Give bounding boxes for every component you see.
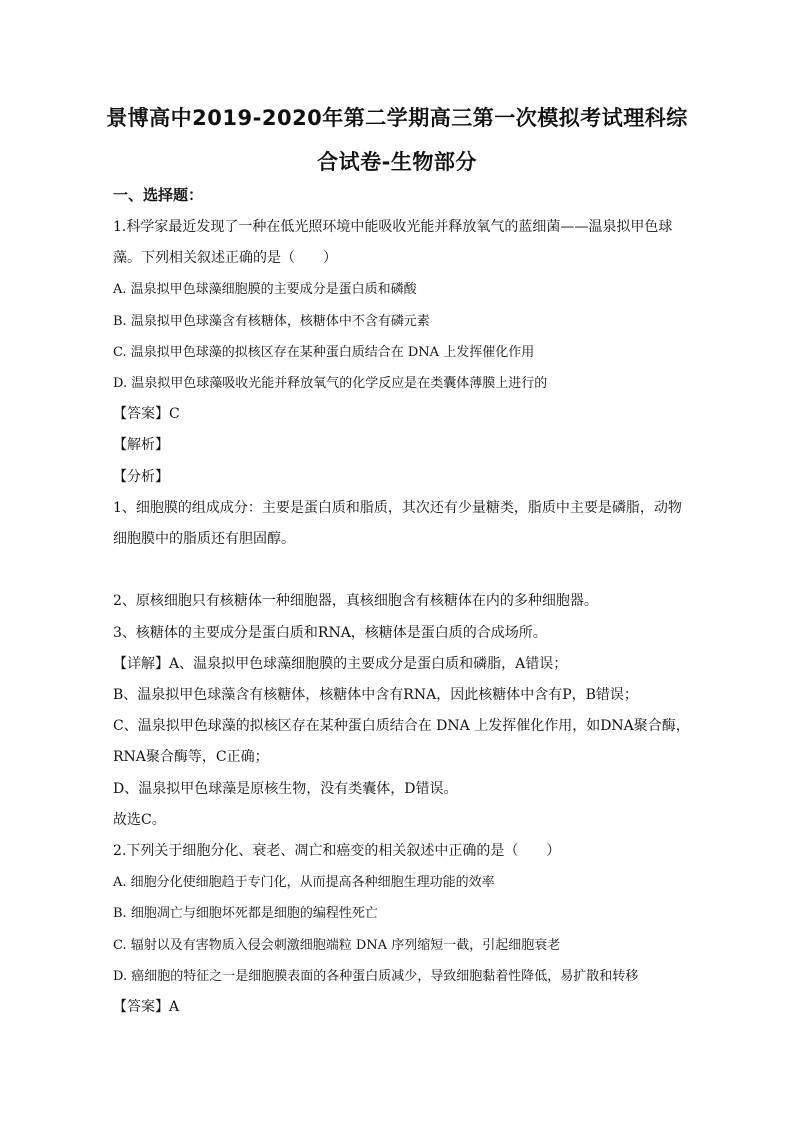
q1-fenxi-label: 【分析】: [113, 468, 169, 485]
q2-option-a: A. 细胞分化使细胞趋于专门化，从而提高各种细胞生理功能的效率: [113, 875, 495, 891]
q1-fenxi-3: 3、核糖体的主要成分是蛋白质和RNA，核糖体是蛋白质的合成场所。: [113, 624, 547, 641]
q1-detail-a: 【详解】A、温泉拟甲色球藻细胞膜的主要成分是蛋白质和磷脂，A错误；: [113, 655, 568, 672]
question-2: [113, 836, 685, 1023]
q2-option-c: C. 辐射以及有害物质入侵会刺激细胞端粒 DNA 序列缩短一截，引起细胞衰老: [113, 937, 561, 953]
q1-conclusion: 故选C。: [113, 811, 166, 828]
q1-detail-d: D、温泉拟甲色球藻是原核生物，没有类囊体，D错误。: [113, 780, 458, 797]
question-1: [113, 212, 690, 836]
q1-answer: 【答案】C: [113, 406, 180, 423]
q1-analysis-label: 【解析】: [113, 437, 169, 454]
q1-stem-line1: 1.科学家最近发现了一种在低光照环境中能吸收光能并释放氧气的蓝细菌——温泉拟甲色球: [113, 219, 673, 235]
q1-fenxi-1a: 1、细胞膜的组成成分：主要是蛋白质和脂质，其次还有少量糖类，脂质中主要是磷脂，动物: [113, 499, 682, 516]
q1-detail-c1: C、温泉拟甲色球藻的拟核区存在某种蛋白质结合在 DNA 上发挥催化作用，如DNA聚合酶，: [113, 718, 690, 735]
q2-stem: 2.下列关于细胞分化、衰老、凋亡和癌变的相关叙述中正确的是（ ）: [113, 843, 561, 859]
q2-option-d: D. 癌细胞的特征之一是细胞膜表面的各种蛋白质减少，导致细胞黏着性降低，易扩散和转移: [113, 968, 639, 984]
q1-option-b: B. 温泉拟甲色球藻含有核糖体，核糖体中不含有磷元素: [113, 313, 430, 329]
q1-option-c: C. 温泉拟甲色球藻的拟核区存在某种蛋白质结合在 DNA 上发挥催化作用: [113, 344, 535, 360]
document-title-line1: 景博高中2019-2020年第二学期高三第一次模拟考试理科综: [106, 106, 688, 130]
q1-detail-b: B、温泉拟甲色球藻含有核糖体，核糖体中含有RNA，因此核糖体中含有P，B错误；: [113, 687, 638, 704]
document-title-line2: 合试卷-生物部分: [317, 150, 477, 174]
q2-option-b: B. 细胞凋亡与细胞坏死都是细胞的编程性死亡: [113, 906, 378, 922]
q1-option-a: A. 温泉拟甲色球藻细胞膜的主要成分是蛋白质和磷酸: [113, 282, 417, 298]
q1-detail-c2: RNA聚合酶等，C正确；: [113, 749, 269, 766]
q1-fenxi-1b: 细胞膜中的脂质还有胆固醇。: [113, 531, 295, 548]
blank-line: [113, 555, 685, 586]
section-heading: 一、选择题：: [113, 186, 204, 204]
q1-option-d: D. 温泉拟甲色球藻吸收光能并释放氧气的化学反应是在类囊体薄膜上进行的: [113, 376, 548, 392]
q2-answer: 【答案】A: [113, 999, 180, 1016]
q1-fenxi-2: 2、原核细胞只有核糖体一种细胞器，真核细胞含有核糖体在内的多种细胞器。: [113, 593, 598, 610]
q1-stem-line2: 藻。下列相关叙述正确的是（ ）: [113, 250, 337, 267]
